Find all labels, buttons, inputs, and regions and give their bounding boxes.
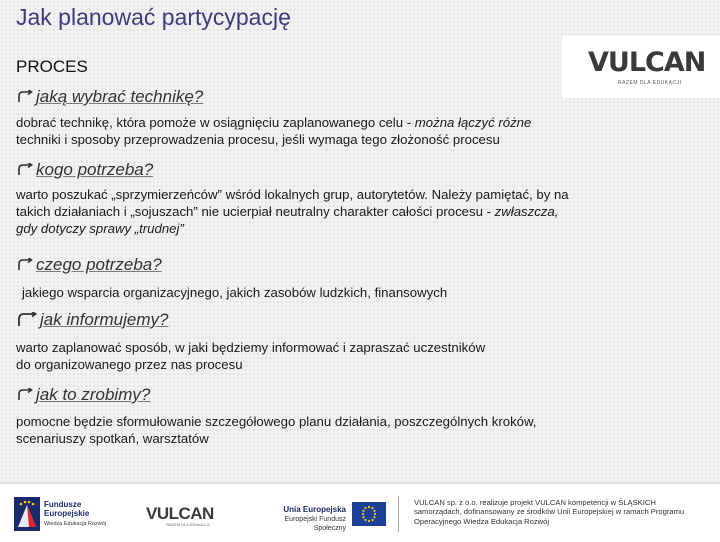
question-label: jak to zrobimy?: [36, 385, 151, 404]
question-how: [16, 385, 150, 405]
footer-vulcan-logo: VULCAN: [146, 504, 214, 523]
footer-vulcan-tagline: RAZEM DLA EDUKACJI: [166, 522, 210, 527]
answer-line: jakiego wsparcia organizacyjnego, jakich zasobów ludzkich, finansowych: [22, 285, 448, 300]
question-label: jak informujemy?: [40, 310, 169, 329]
answer-line: pomocne będzie sformułowanie szczegółowego planu działania, poszczególnych kroków,: [16, 414, 537, 429]
answer-line: warto poszukać „sprzymierzeńców” wśród lokalnych grup, autorytetów. Należy pamiętać, by na: [16, 187, 569, 202]
curved-arrow-icon: [16, 163, 34, 177]
answer-who: [16, 186, 716, 237]
answer-line: scenariuszy spotkań, warsztatów: [16, 431, 209, 446]
question-needs: [16, 255, 162, 275]
european-funds-text: [44, 500, 106, 529]
eu-text: [262, 505, 346, 533]
eu-line1: Unia Europejska: [283, 505, 346, 514]
answer-inform: [16, 339, 716, 373]
answer-line: do organizowanego przez nas procesu: [16, 357, 243, 372]
disclaimer-line: samorządach, dofinansowany ze środków Unii Europejskiej w ramach Programu: [414, 507, 685, 517]
vulcan-logo: [562, 36, 720, 98]
curved-arrow-icon: [16, 388, 34, 402]
disclaimer-line: VULCAN sp. z o.o. realizuje projekt VULCAN kompetencji w ŚLĄSKICH: [414, 498, 656, 507]
footer-logos: [0, 482, 720, 542]
answer-line: takich działaniach i „sojuszach” nie ucierpiał neutralny charakter całości procesu -: [16, 204, 495, 219]
project-disclaimer: [414, 498, 714, 526]
curved-arrow-icon: [16, 258, 34, 272]
logo-tagline: RAZEM DLA EDUKACJI: [618, 80, 682, 86]
eu-flag-icon: [352, 502, 386, 526]
answer-line: warto zaplanować sposób, w jaki będziemy informować i zapraszać uczestników: [16, 340, 486, 355]
divider: [398, 496, 399, 532]
answer-emphasis: gdy dotyczy sprawy „trudnej”: [16, 221, 184, 236]
answer-technique: [16, 114, 716, 148]
disclaimer-line: Operacyjnego Wiedza Edukacja Rozwój: [414, 516, 550, 526]
european-funds-logo-icon: [14, 497, 40, 531]
answer-line: techniki i sposoby przeprowadzenia procesu, jeśli wymaga tego złożoność procesu: [16, 132, 500, 147]
question-inform: [16, 310, 169, 330]
question-who: [16, 160, 153, 180]
question-label: czego potrzeba?: [36, 255, 162, 274]
page-title: Jak planować partycypację: [16, 4, 291, 30]
eu-line2: Europejski Fundusz Społeczny: [284, 516, 346, 532]
section-heading: PROCES: [16, 57, 88, 76]
fe-line2: Europejskie: [44, 509, 90, 518]
curved-arrow-icon: [16, 90, 34, 104]
answer-emphasis: zwłaszcza,: [494, 204, 559, 219]
fe-line3: Wiedza Edukacja Rozwój: [44, 521, 107, 527]
answer-how: [16, 413, 716, 447]
question-technique: [16, 87, 203, 107]
answer-needs: [22, 284, 720, 301]
answer-line: dobrać technikę, która pomoże w osiągnięciu zaplanowanego celu -: [16, 115, 415, 130]
fe-line1: Fundusze: [44, 500, 82, 509]
question-label: kogo potrzeba?: [36, 160, 154, 179]
answer-emphasis: można łączyć różne: [414, 115, 532, 130]
curved-arrow-icon: [16, 312, 38, 328]
question-label: jaką wybrać technikę?: [36, 87, 204, 106]
logo-word: VULCAN: [588, 47, 706, 78]
